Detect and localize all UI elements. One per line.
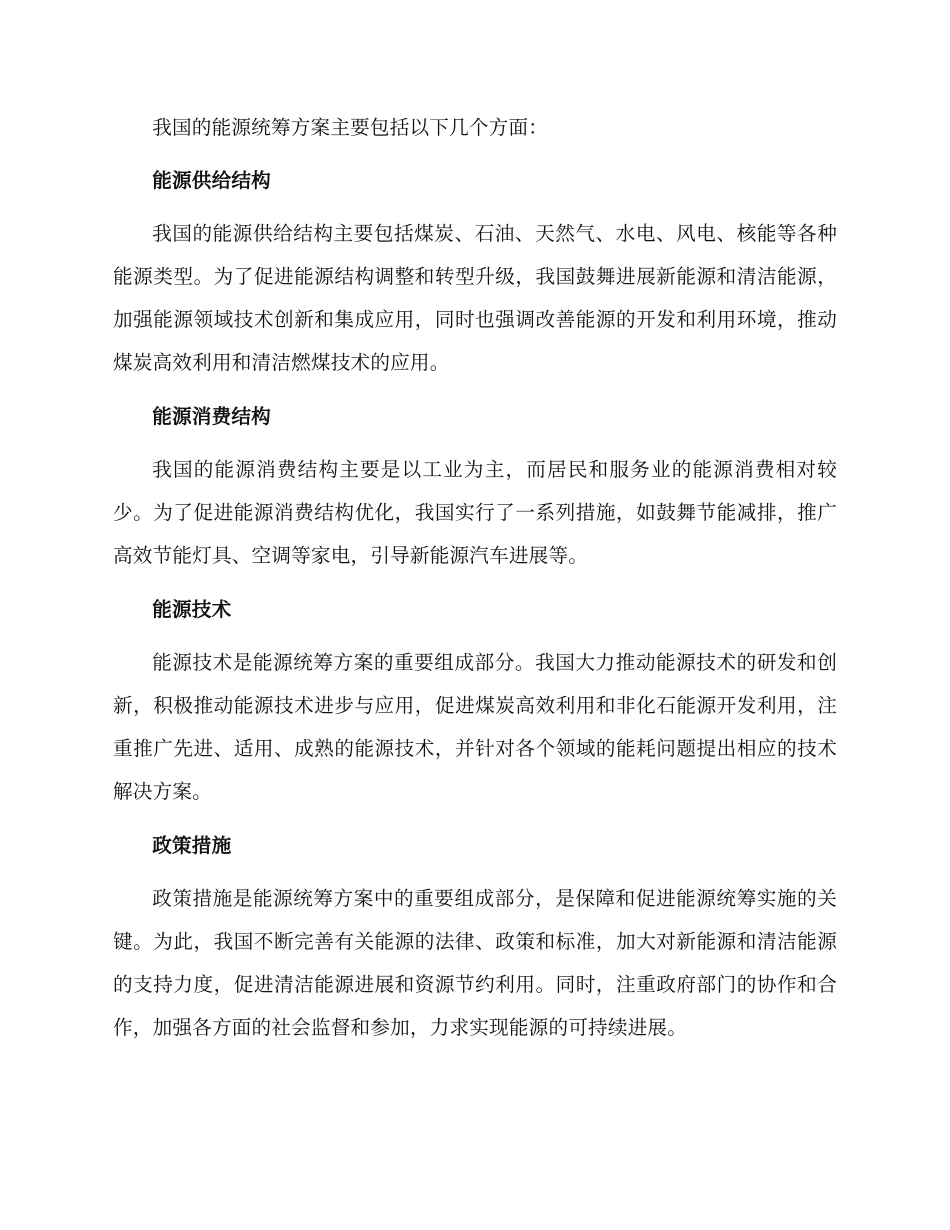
- section-heading-consumption: 能源消费结构: [152, 405, 271, 428]
- intro-paragraph: 我国的能源统筹方案主要包括以下几个方面：: [152, 116, 549, 139]
- section-heading-supply: 能源供给结构: [152, 169, 271, 192]
- document-page: [113, 106, 837, 1049]
- section-heading-policy: 政策措施: [152, 834, 232, 857]
- section-body-supply: 我国的能源供给结构主要包括煤炭、石油、天然气、水电、风电、核能等各种能源类型。为了促进能源结构调整和转型升级，我国鼓舞进展新能源和清洁能源，加强能源领域技术创新和集成应用，同时也强调改善能源的开发和利用环境，推动煤炭高效利用和清洁燃煤技术的应用。: [113, 222, 837, 374]
- section-heading-technology: 能源技术: [152, 598, 232, 621]
- section-body-consumption: 我国的能源消费结构主要是以工业为主，而居民和服务业的能源消费相对较少。为了促进能源消费结构优化，我国实行了一系列措施，如鼓舞节能减排，推广高效节能灯具、空调等家电，引导新能源汽车进展等。: [113, 458, 837, 567]
- section-body-policy: 政策措施是能源统筹方案中的重要组成部分，是保障和促进能源统筹实施的关键。为此，我国不断完善有关能源的法律、政策和标准，加大对新能源和清洁能源的支持力度，促进清洁能源进展和资源节约利用。同时，注重政府部门的协作和合作，加强各方面的社会监督和参加，力求实现能源的可持续进展。: [113, 887, 837, 1039]
- section-body-technology: 能源技术是能源统筹方案的重要组成部分。我国大力推动能源技术的研发和创新，积极推动能源技术进步与应用，促进煤炭高效利用和非化石能源开发利用，注重推广先进、适用、成熟的能源技术，并针对各个领域的能耗问题提出相应的技术解决方案。: [113, 651, 837, 803]
